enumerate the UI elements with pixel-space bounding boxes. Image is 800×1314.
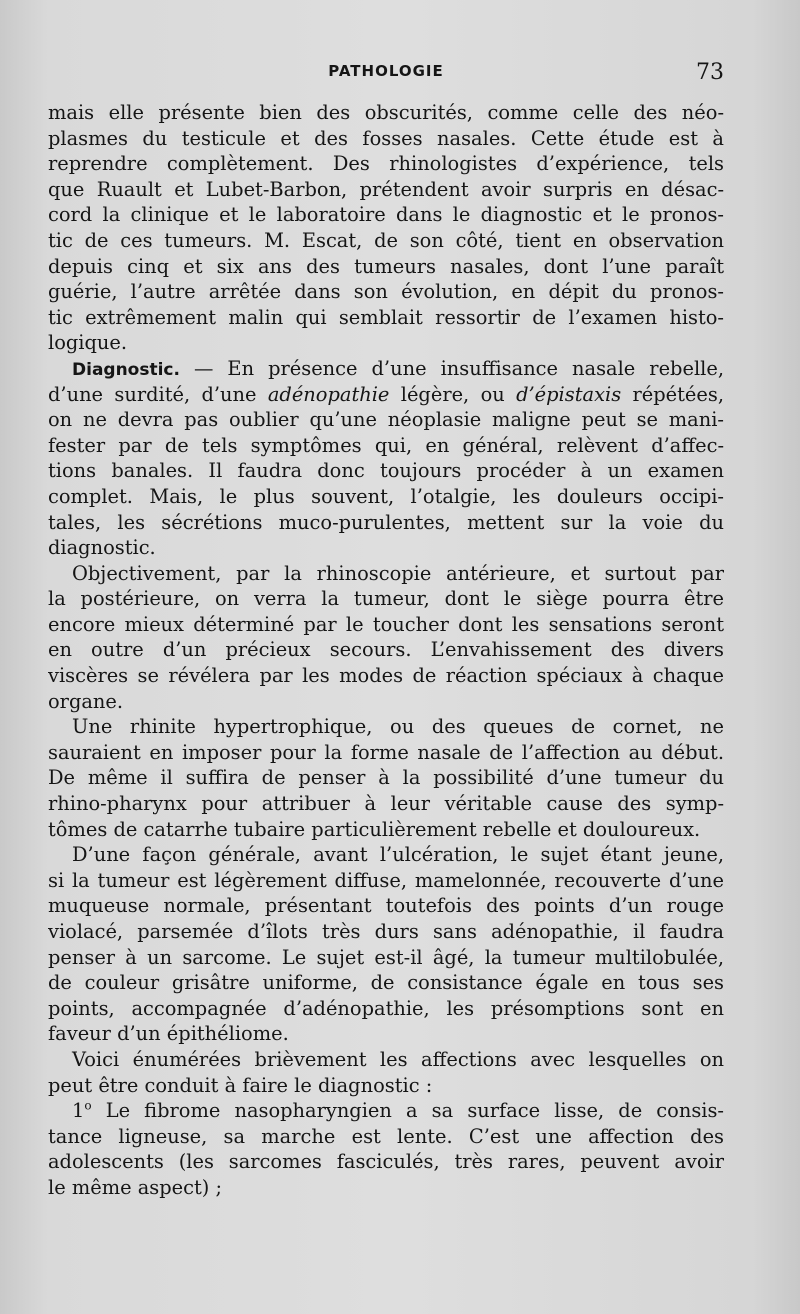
list-item-line: 1$^o$ Le fibrome nasopharyngien a sa surface lisse, de consis- (72, 1098, 724, 1123)
text-line: tic de ces tumeurs. M. Escat, de son côté, tient en observation (48, 228, 724, 252)
text-line: plasmes du testicule et des fosses nasales. Cette étude est à (48, 126, 724, 150)
text-line: si la tumeur est légèrement diffuse, mamelonnée, recouverte d’une (48, 868, 724, 892)
text-line: muqueuse normale, présentant toutefois des points d’un rouge (48, 894, 724, 918)
text-line: le même aspect) ; (48, 1175, 223, 1199)
text-line: diagnostic. (48, 536, 156, 560)
text-line: tic extrêmement malin qui semblait ressortir de l’examen histo- (48, 305, 724, 329)
text-line: logique. (48, 331, 128, 355)
text-line: peut être conduit à faire le diagnostic : (48, 1073, 433, 1097)
text-line: Voici énumérées brièvement les affections avec lesquelles on (72, 1047, 724, 1071)
page-header (48, 60, 724, 90)
text-line: organe. (48, 689, 124, 713)
diagnostic-line: d’une surdité, d’une adénopathie légère, ou d’épistaxis répétées, (48, 382, 724, 406)
text-line: D’une façon générale, avant l’ulcération, le sujet étant jeune, (72, 843, 724, 867)
item-number: 1 (72, 1099, 85, 1123)
text-line: on ne devra pas oublier qu’une néoplasie maligne peut se mani- (48, 408, 724, 432)
text-line: points, accompagnée d’adénopathie, les présomptions sont en (48, 996, 724, 1020)
text-line: en outre d’un précieux secours. L’envahissement des divers (48, 638, 724, 662)
text-line: rhino-pharynx pour attribuer à leur véritable cause des symp- (48, 792, 724, 816)
text-line: fester par de tels symptômes qui, en général, relèvent d’affec- (48, 433, 724, 457)
text-line: de couleur grisâtre uniforme, de consistance égale en tous ses (48, 971, 724, 995)
diagnostic-line: Diagnostic. — En présence d’une insuffisance nasale rebelle, (72, 356, 724, 380)
text-line: mais elle présente bien des obscurités, comme celle des néo- (48, 101, 724, 124)
running-head: PATHOLOGIE (328, 62, 444, 80)
page-number: 73 (696, 60, 724, 85)
text-line: tance ligneuse, sa marche est lente. C’est une affection des (48, 1124, 724, 1148)
ordinal-superscript: o (84, 1098, 92, 1113)
text-line: complet. Mais, le plus souvent, l’otalgie, les douleurs occipi- (48, 484, 724, 508)
text-line: la postérieure, on verra la tumeur, dont le siège pourra être (48, 587, 724, 611)
text-line: que Ruault et Lubet-Barbon, prétendent avoir surpris en désac- (48, 177, 724, 201)
text-line: penser à un sarcome. Le sujet est-il âgé, la tumeur multilobulée, (48, 945, 724, 969)
section-title: Diagnostic. (72, 359, 180, 380)
text-line: depuis cinq et six ans des tumeurs nasales, dont l’une paraît (48, 254, 724, 278)
text-line: tômes de catarrhe tubaire particulièrement rebelle et douloureux. (48, 817, 701, 841)
text-line: cord la clinique et le laboratoire dans le diagnostic et le pronos- (48, 203, 724, 227)
text-line: sauraient en imposer pour la forme nasale de l’affection au début. (48, 740, 724, 764)
text-line: violacé, parsemée d’îlots très durs sans adénopathie, il faudra (48, 920, 724, 943)
text-line: viscères se révélera par les modes de réaction spéciaux à chaque (48, 664, 724, 688)
text-line: adolescents (les sarcomes fasciculés, très rares, peuvent avoir (48, 1150, 724, 1174)
italic-term: adénopathie (267, 382, 390, 406)
text-line: reprendre complètement. Des rhinologistes d’expérience, tels (48, 152, 724, 176)
italic-term: d’épistaxis (516, 382, 622, 406)
text-line: De même il suffira de penser à la possibilité d’une tumeur du (48, 766, 724, 790)
text-line: Objectivement, par la rhinoscopie antérieure, et surtout par (72, 561, 724, 585)
text-line: guérie, l’autre arrêtée dans son évolution, en dépit du pronos- (48, 280, 724, 304)
text-line: encore mieux déterminé par le toucher dont les sensations seront (48, 612, 724, 636)
text-line: faveur d’un épithéliome. (48, 1022, 289, 1046)
text-line: tions banales. Il faudra donc toujours procéder à un examen (48, 459, 724, 483)
text-line: tales, les sécrétions muco-purulentes, mettent sur la voie du (48, 510, 724, 534)
body-text (48, 100, 724, 1201)
text-line: Une rhinite hypertrophique, ou des queues de cornet, ne (72, 715, 724, 739)
